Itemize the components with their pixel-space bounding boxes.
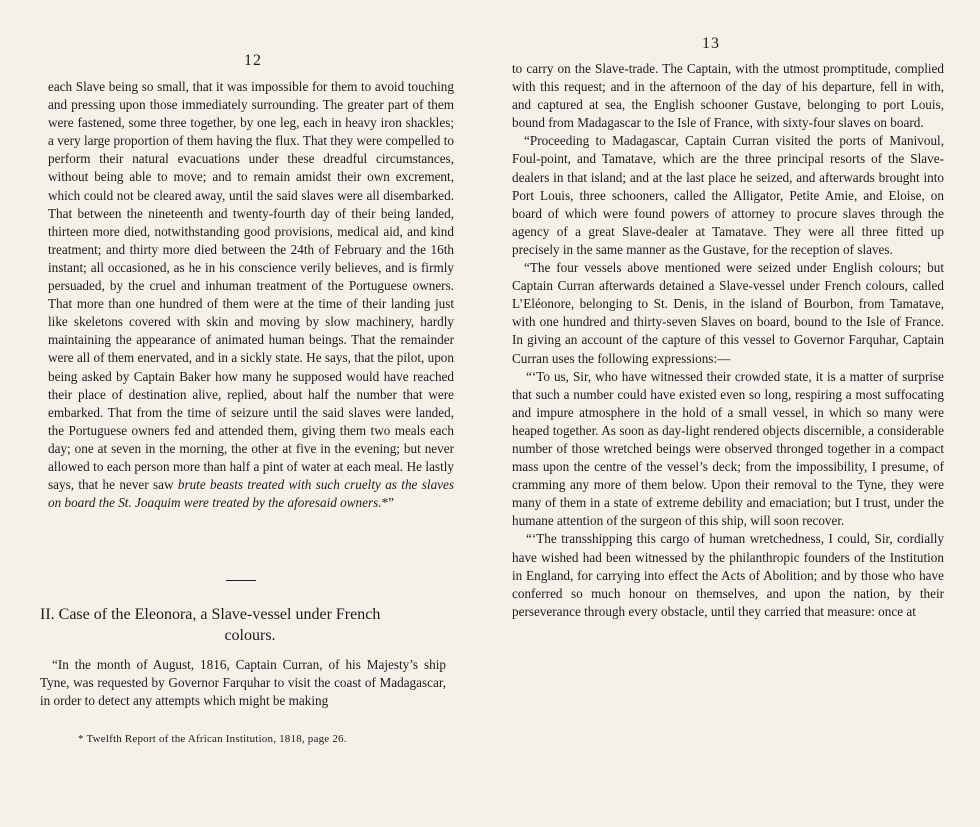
section-heading	[40, 604, 460, 646]
section-body-text	[40, 656, 446, 710]
footnote: * Twelfth Report of the African Institution, 1818, page 26.	[78, 733, 347, 745]
section-heading-line2: colours.	[224, 627, 276, 644]
paragraph-2: “Proceeding to Madagascar, Captain Curran visited the ports of Manivoul, Foul-point, and Tamatave, which are the three principal resorts of the Slave-dealers in that island; and at the last place he seized, and afterwards brought into Port Louis, three schooners, called the Alligator, Petite Amie, and Eloise, on board of which were found powers of attorney to procure slaves through the agency of a great Slave-dealer at Tamatave. They were all three fitted up precisely in the same manner as the Gustave, for the reception of slaves.	[512, 133, 944, 257]
section-heading-line1: II. Case of the Eleonora, a Slave-vessel under French	[40, 606, 381, 623]
footnote-marker: *”	[381, 495, 395, 511]
paragraph-1: to carry on the Slave-trade. The Captain, with the utmost promptitude, complied with this request; and in the afternoon of the day of his departure, fell in with, and captured at sea, the English schooner Gustave, belonging to port Louis, bound from Madagascar to the Isle of France, with sixty-four slaves on board.	[512, 61, 944, 131]
paragraph-4: “‘To us, Sir, who have witnessed their crowded state, it is a matter of surprise that such a number could have existed even so long, respiring a most suffocating and impure atmosphere in the hold of a small vessel, in which so many were heaped together. As soon as day-light rendered objects discernible, a considerable number of those wretched beings were observed thronged together in a compact mass upon the centre of the vessel’s deck; from the impossibility, I presume, of cramming any more of them below. Upon their removal to the Tyne, they were many of them in a state of extreme debility and emaciation; but I trust, under the humane attention of the surgeon of this ship, will soon recover.	[512, 368, 944, 529]
right-body-text	[512, 60, 944, 621]
section-paragraph: “In the month of August, 1816, Captain Curran, of his Majesty’s ship Tyne, was requested by Governor Farquhar to visit the coast of Madagascar, in order to detect any attempts which might be making	[40, 657, 446, 709]
continuation-text: each Slave being so small, that it was impossible for them to avoid touching and pressing upon those immediately surrounding. The greater part of them were fastened, some three together, by one leg, each in heavy iron shackles; a very large proportion of them having the flux. That they were compelled to perform their natural evacuations under these dreadful circumstances, without being able to move; and to remain amidst their own excrement, which could not be cleared away, until the said slaves were all disembarked. That between the nineteenth and twenty-fourth day of their being landed, thirteen more died, notwithstanding good provisions, medical aid, and kind treatment; and thirty more died between the 24th of February and the 16th instant; all occasioned, as he in his conscience verily believes, and is firmly persuaded, by the cruel and inhuman treatment of the Portuguese owners. That more than one hundred of them were at the time of their landing just like skeletons covered with skin and moving by slow machinery, hardly maintaining the appearance of animated human beings. That the remainder were all of them enervated, and in a sickly state. He says, that the pilot, upon being asked by Captain Baker how many he supposed would have reached their place of destination alive, replied, about half the number that were embarked. That from the time of seizure until the said slaves were landed, the Portuguese owners fed and attended them, giving them two meals each day; one at seven in the morning, the other at five in the evening; but never allowed to each person more than half a pint of water at each meal. He lastly says, that he never saw	[48, 79, 454, 493]
right-page	[490, 0, 980, 827]
section-divider	[226, 580, 256, 581]
paragraph-5: “‘The transshipping this cargo of human wretchedness, I could, Sir, cordially have wished had been witnessed by the philanthropic founders of the Institution in England, for carrying into effect the Acts of Abolition; and by those who have conferred so much honour on themselves, and upon the nation, by their perseverance through every obstacle, until they carried that measure: once at	[512, 531, 944, 619]
left-body-text	[48, 78, 454, 512]
right-page-number: 13	[702, 35, 720, 52]
continuation-italic-text: brute beasts treated with such cruelty as the slaves on board the St. Joaquim were treated by the aforesaid owners.	[48, 477, 455, 511]
continuation-paragraph	[48, 78, 454, 512]
left-page-number: 12	[244, 52, 262, 69]
paragraph-3: “The four vessels above mentioned were seized under English colours; but Captain Curran afterwards detained a Slave-vessel under French colours, called L’Eléonore, belonging to St. Denis, in the island of Bourbon, from Tamatave, with one hundred and thirty-seven Slaves on board, bound to the Isle of France. In giving an account of the capture of this vessel to Governor Farquhar, Captain Curran uses the following expressions:—	[512, 260, 944, 366]
